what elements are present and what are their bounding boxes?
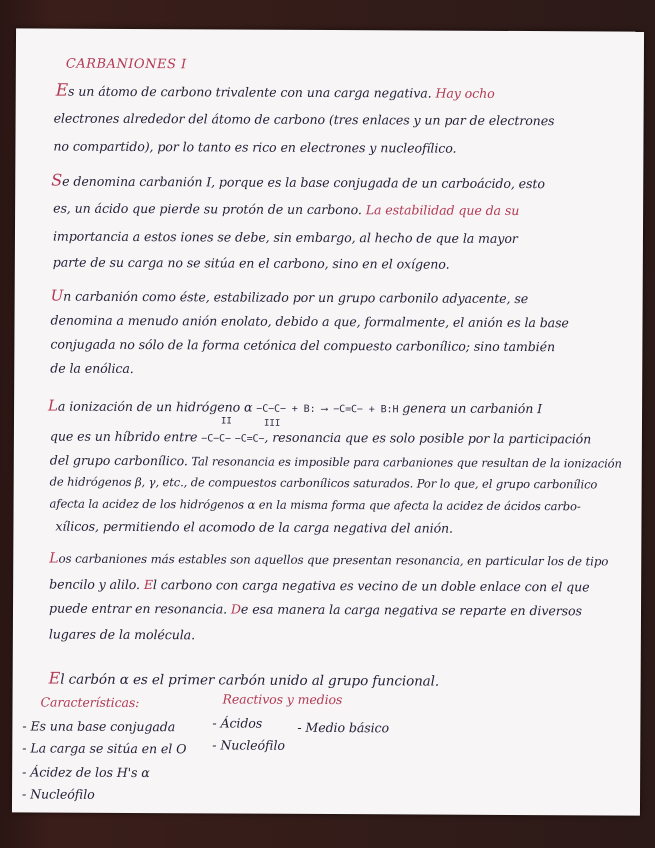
paragraph-5-line-3 [49, 601, 582, 619]
text-span: s un átomo de carbono trivalente con una carga negativa. [68, 83, 432, 101]
text-span: genera un carbanión I [402, 400, 543, 417]
initial-letter: E [55, 80, 69, 101]
text-span: os carbaniones más estables son aquellos que presentan resonancia, en particular los de tipo [58, 551, 609, 569]
paragraph-4-line-3 [50, 453, 622, 471]
paragraph-3-line-2: denomina a menudo anión enolato, debido a que, formalmente, el anión es la base [50, 312, 569, 331]
text-span: , resonancia que es solo posible por la participación [264, 429, 592, 447]
reagents-heading: Reactivos y medios [222, 691, 343, 708]
roman-II-label: II [220, 416, 232, 427]
roman-III-label: III [263, 418, 281, 429]
text-span: es, un ácido que pierde su protón de un carbono. [53, 200, 362, 218]
paragraph-6-line-1 [49, 669, 440, 690]
reagent-item-basic-medium: - Medio básico [297, 719, 390, 736]
resonance-structure-II: −C−C− [201, 433, 231, 445]
text-span: n carbanión como éste, estabilizado por un grupo carbonilo adyacente, se [63, 288, 529, 307]
paragraph-2-line-4: parte de su carga no se sitúa en el carbono, sino en el oxígeno. [52, 254, 450, 272]
red-text-span: D [227, 601, 241, 617]
resonance-structure-III: −C=C− [234, 433, 265, 445]
paragraph-1-line-2: electrones alrededor del átomo de carbono (tres enlaces y un par de electrones [53, 110, 555, 129]
paragraph-3-line-3: conjugada no sólo de la forma cetónica del compuesto carbonílico; sino también [50, 336, 556, 355]
red-text-span: Hay ocho [431, 85, 495, 101]
paragraph-2-line-3: importancia a estos iones se debe, sin embargo, al hecho de que la mayor [52, 228, 518, 246]
characteristics-heading: Características: [40, 694, 140, 711]
paragraph-5-line-2 [49, 577, 589, 595]
paragraph-4-line-1 [48, 397, 542, 418]
text-span: Por lo que, el grupo carbonílico [413, 476, 598, 492]
ionization-equation: −C−C− + B: ⟶ −C=C− + B:H [256, 403, 399, 416]
reagent-item-acids: - Ácidos [212, 715, 263, 731]
red-text-span: E [139, 577, 153, 593]
paragraph-4-line-5: afecta la acidez de los hidrógenos α en la misma forma que afecta la acidez de ácidos carbo- [49, 496, 581, 514]
initial-letter: S [51, 170, 63, 190]
paragraph-2-line-2 [53, 201, 519, 218]
paragraph-5-line-4: lugares de la molécula. [48, 626, 196, 643]
text-span: e denomina carbanión I, porque es la base conjugada de un carboácido, esto [62, 173, 545, 192]
paragraph-2-line-1 [51, 171, 545, 193]
initial-letter: L [49, 550, 59, 567]
reagent-item-nucleophile: - Nucleófilo [212, 737, 285, 753]
paragraph-1-line-1 [56, 81, 495, 103]
paragraph-4-line-6: xílicos, permitiendo el acomodo de la carga negativa del anión. [55, 518, 454, 536]
text-span: que es un híbrido entre [49, 428, 198, 445]
paragraph-3-line-1 [51, 287, 529, 307]
paragraph-1-line-3: no compartido), por lo tanto es rico en electrones y nucleofílico. [53, 138, 457, 156]
text-span: Tal resonancia es imposible para carbaniones que resultan de la ionización [187, 454, 622, 471]
text-span: e esa manera la carga negativa se reparte en diversos [240, 601, 582, 619]
text-span: a ionización de un hidrógeno α [57, 398, 253, 415]
text-span: puede entrar en resonancia. [48, 600, 228, 617]
characteristic-item-4: - Nucleófilo [22, 786, 95, 802]
paragraph-3-line-4: de la enólica. [50, 360, 134, 376]
red-text-span: La estabilidad que da su [361, 202, 520, 218]
text-span: l carbono con carga negativa es vecino de un doble enlace con el que [152, 577, 590, 595]
initial-letter: U [50, 286, 64, 305]
page-title: CARBANIONES I [65, 56, 187, 73]
characteristic-item-1: - Es una base conjugada [22, 718, 176, 735]
paragraph-4-line-4 [50, 475, 598, 492]
text-span: del grupo carbonílico. [49, 452, 188, 469]
paragraph-5-line-1 [49, 551, 608, 570]
initial-letter: L [48, 396, 59, 415]
text-span: de hidrógenos β, γ, etc., de compuestos carbonílicos saturados. [49, 474, 414, 491]
initial-letter: E [48, 668, 61, 688]
notebook-page [12, 28, 644, 815]
characteristic-item-2: - La carga se sitúa en el O [22, 740, 187, 757]
paragraph-4-line-2 [50, 429, 591, 447]
text-span: bencilo y alilo. [49, 576, 140, 593]
characteristic-item-3: - Ácidez de los H's α [22, 764, 150, 781]
text-span: l carbón α es el primer carbón unido al grupo funcional. [60, 671, 440, 690]
